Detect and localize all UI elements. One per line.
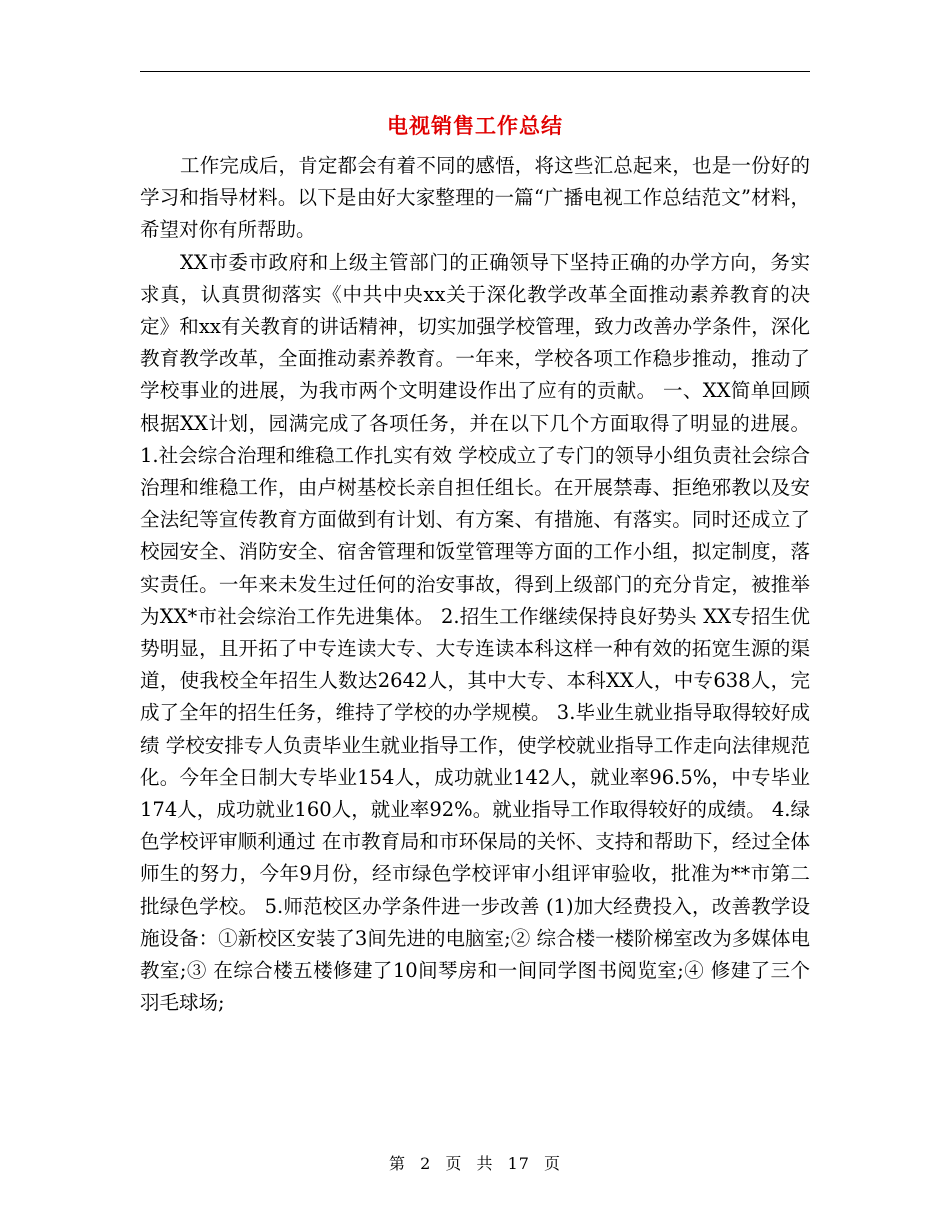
footer-prefix: 第	[388, 1154, 406, 1173]
document-title: 电视销售工作总结	[387, 113, 563, 138]
header-rule	[140, 71, 810, 72]
footer-total-word: 共	[476, 1154, 494, 1173]
footer-total-unit: 页	[544, 1154, 562, 1173]
paragraph-main: XX市委市政府和上级主管部门的正确领导下坚持正确的办学方向，务实求真，认真贯彻落实《中共中央xx关于深化教学改革全面推动素养教育的决定》和xx有关教育的讲话精神，切实加强学校管理，致力改善办学条件，深化教育教学改革，全面推动素养教育。一年来，学校各项工作稳步推动，推动了学校事业的进展，为我市两个文明建设作出了应有的贡献。 一、XX简单回顾 根据XX计划，园满完成了各项任务，并在以下几个方面取得了明显的进展。 1.社会综合治理和维稳工作扎实有效 学校成立了专门的领导小组负责社会综合治理和维稳工作，由卢树基校长亲自担任组长。在开展禁毒、拒绝邪教以及安全法纪等宣传教育方面做到有计划、有方案、有措施、有落实。同时还成立了校园安全、消防安全、宿舍管理和饭堂管理等方面的工作小组，拟定制度，落实责任。一年来未发生过任何的治安事故，得到上级部门的充分肯定，被推举为XX*市社会综治工作先进集体。 2.招生工作继续保持良好势头 XX专招生优势明显，且开拓了中专连读大专、大专连读本科这样一种有效的拓宽生源的渠道，使我校全年招生人数达2642人，其中大专、本科XX人，中专638人，完成了全年的招生任务，维持了学校的办学规模。 3.毕业生就业指导取得较好成绩 学校安排专人负责毕业生就业指导工作，使学校就业指导工作走向法律规范化。今年全日制大专毕业154人，成功就业142人，就业率96.5%，中专毕业174人，成功就业160人，就业率92%。就业指导工作取得较好的成绩。 4.绿色学校评审顺利通过 在市教育局和市环保局的关怀、支持和帮助下，经过全体师生的努力，今年9月份，经市绿色学校评审小组评审验收，批准为**市第二批绿色学校。 5.师范校区办学条件进一步改善 (1)加大经费投入，改善教学设施设备：①新校区安装了3间先进的电脑室;② 综合楼一楼阶梯室改为多媒体电教室;③ 在综合楼五楼修建了10间琴房和一间同学图书阅览室;④ 修建了三个羽毛球场;	[140, 250, 810, 1015]
footer-total-pages: 17	[507, 1154, 530, 1173]
footer-current-page: 2	[420, 1154, 432, 1173]
page-footer	[140, 1152, 810, 1176]
footer-page-unit: 页	[445, 1154, 463, 1173]
paragraph-intro: 工作完成后，肯定都会有着不同的感悟，将这些汇总起来，也是一份好的学习和指导材料。以下是由好大家整理的一篇“广播电视工作总结范文”材料，希望对你有所帮助。	[140, 154, 810, 242]
document-body	[140, 150, 810, 1019]
